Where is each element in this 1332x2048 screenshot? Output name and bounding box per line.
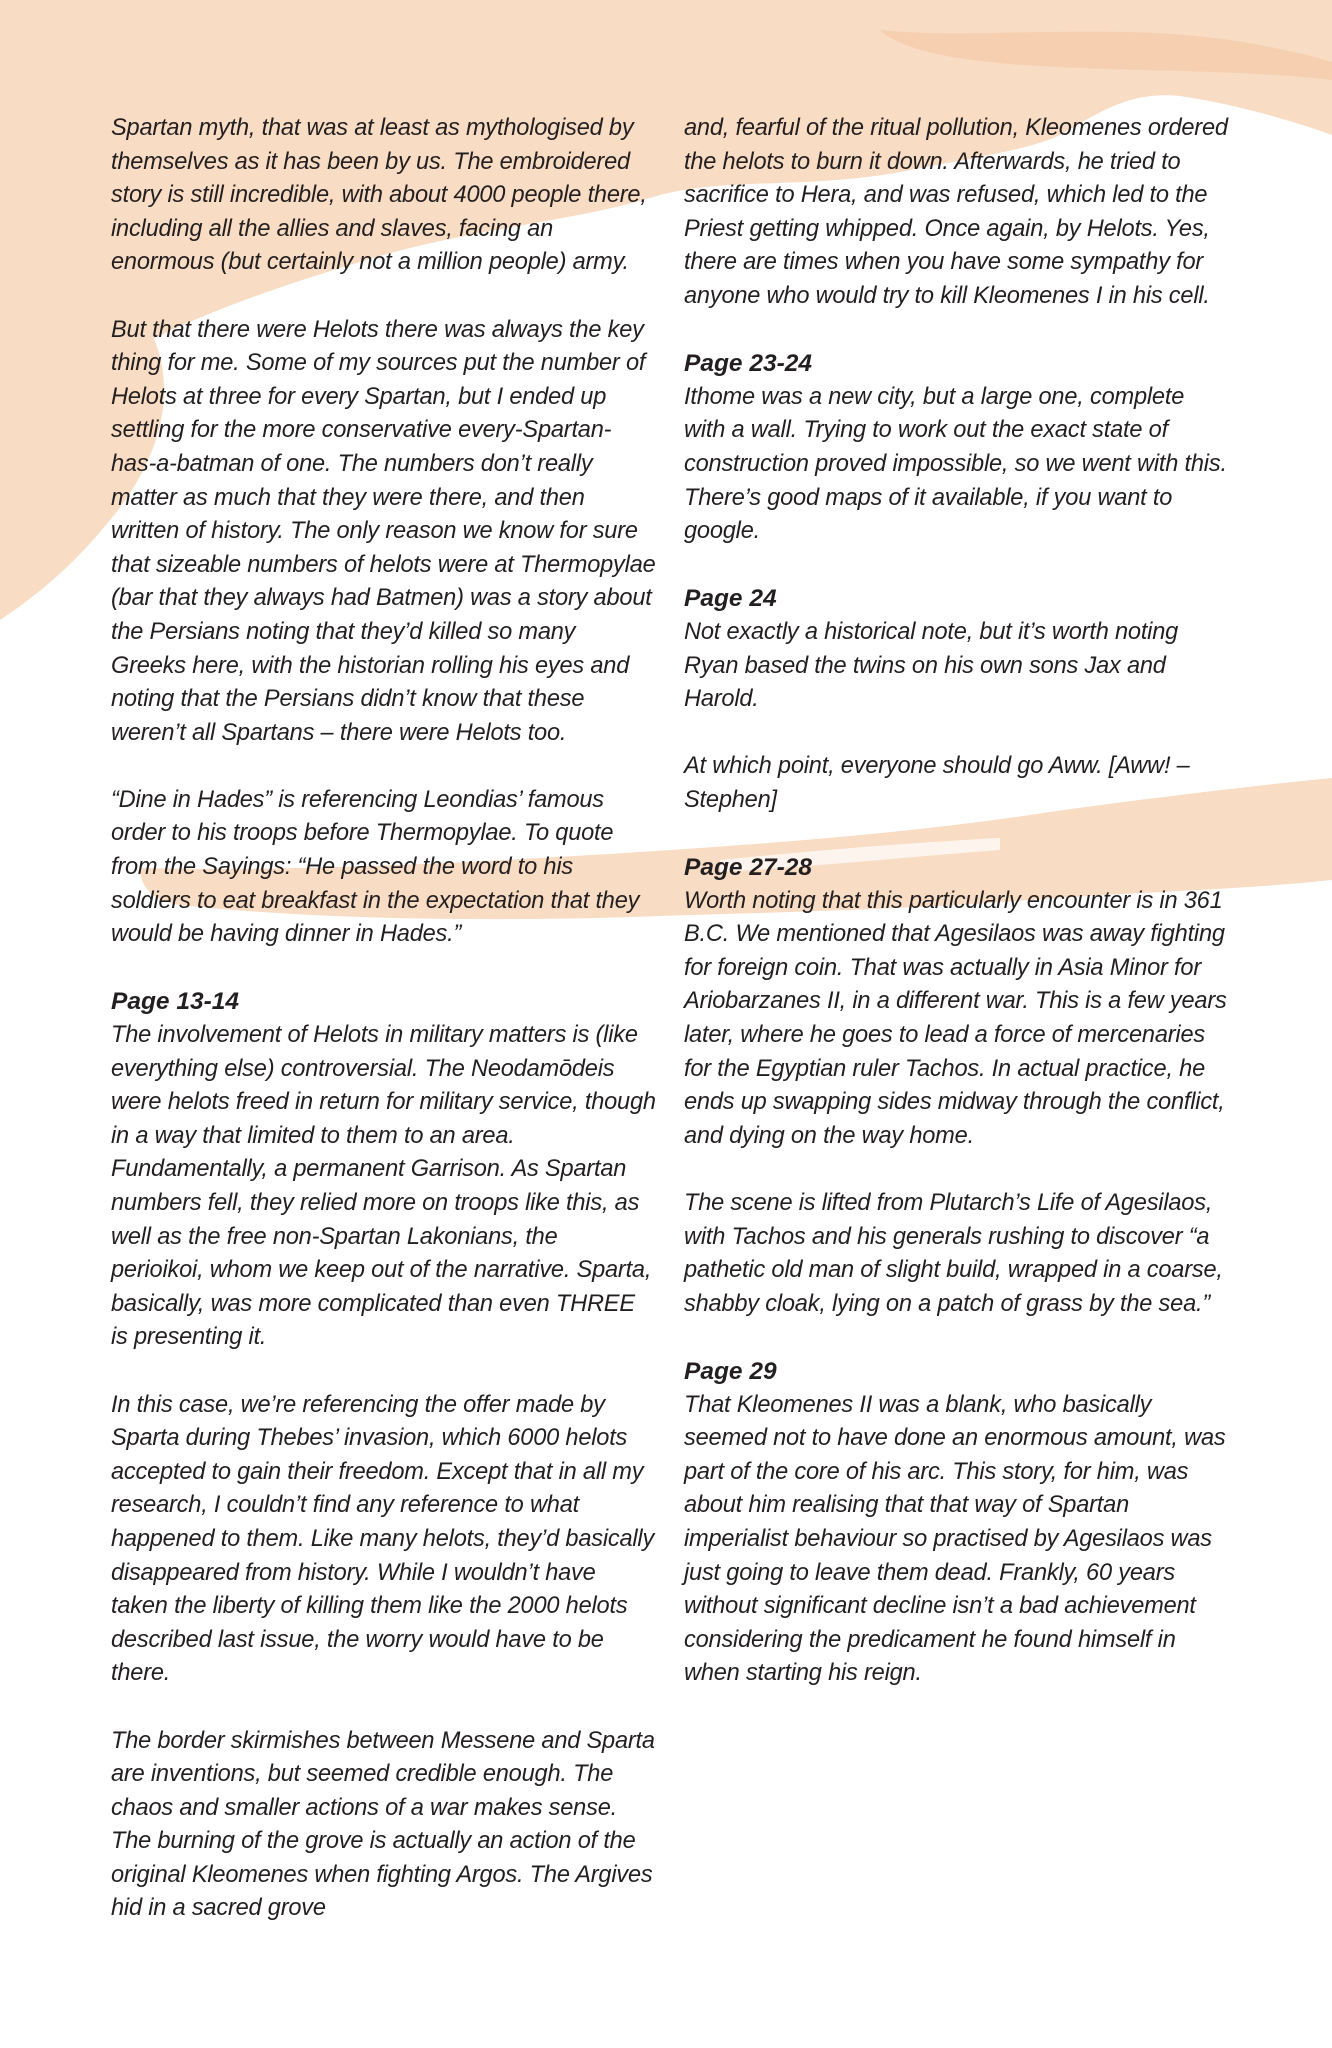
thebes-invasion-paragraph: In this case, we’re referencing the offer made by Sparta during Thebes’ invasion, which 6000 helots accepted to gain their freedom. Except that in all my research, I couldn’t find any reference to what happened to them. Like many helots, they’d basically disappeared from history. While I wouldn’t have taken the liberty of killing them like the 2000 helots described last issue, the worry would have to be there.	[111, 1391, 655, 1687]
section-heading-page-23-24: Page 23-24	[684, 350, 813, 378]
section-heading-page-13-14: Page 13-14	[111, 988, 240, 1016]
section-heading-page-29: Page 29	[684, 1357, 777, 1385]
dine-in-hades-paragraph: “Dine in Hades” is referencing Leondias’ famous order to his troops before Thermopylae. To quote from the Sayings: “He passed the word to his soldiers to eat breakfast in the expectation that they would be having dinner in Hades.”	[111, 786, 640, 948]
section-heading-page-24: Page 24	[684, 585, 777, 613]
agesilaos-paragraph: Worth noting that this particularly encounter is in 361 B.C. We mentioned that Agesilaos was away fighting for foreign coin. That was actually in Asia Minor for Ariobarzanes II, in a different war. This is a few years later, where he goes to lead a force of mercenaries for the Egyptian ruler Tachos. In actual practice, he ends up swapping sides midway through the conflict, and dying on the way home.	[684, 887, 1227, 1149]
left-column	[111, 112, 656, 1926]
ithome-paragraph: Ithome was a new city, but a large one, complete with a wall. Trying to work out the exact state of construction proved impossible, so we went with this. There’s good maps of it available, if you want to google.	[684, 383, 1227, 545]
kleomenes-ii-paragraph: That Kleomenes II was a blank, who basically seemed not to have done an enormous amount, was part of the core of his arc. This story, for him, was about him realising that that way of Spartan imperialist behaviour so practised by Agesilaos was just going to leave them dead. Frankly, 60 years without significant decline isn’t a bad achievement considering the predicament he found himself in when starting his reign.	[684, 1391, 1226, 1687]
section-heading-page-27-28: Page 27-28	[684, 854, 813, 882]
twins-paragraph: Not exactly a historical note, but it’s worth noting Ryan based the twins on his own sons Jax and Harold.	[684, 618, 1179, 713]
intro-paragraph: Spartan myth, that was at least as mythologised by themselves as it has been by us. The embroidered story is still incredible, with about 4000 people there, including all the allies and slaves, facing an enormous (but certainly not a million people) army.	[111, 115, 647, 276]
right-column	[684, 112, 1229, 1691]
border-skirmishes-paragraph: The border skirmishes between Messene and Sparta are inventions, but seemed credible enough. The chaos and smaller actions of a war makes sense. The burning of the grove is actually an action of the original Kleomenes when fighting Argos. The Argives hid in a sacred grove	[111, 1727, 655, 1922]
plutarch-paragraph: The scene is lifted from Plutarch’s Life of Agesilaos, with Tachos and his generals rushing to discover “a pathetic old man of slight build, wrapped in a coarse, shabby cloak, lying on a patch of grass by the sea.”	[684, 1190, 1223, 1317]
helots-paragraph: But that there were Helots there was always the key thing for me. Some of my sources put the number of Helots at three for every Spartan, but I ended up settling for the more conservative every-Spartan-has-a-batman of one. The numbers don’t really matter as much that they were there, and then written of history. The only reason we know for sure that sizeable numbers of helots were at Thermopylae (bar that they always had Batmen) was a story about the Persians noting that they’d killed so many Greeks here, with the historian rolling his eyes and noting that the Persians didn’t know that these weren’t all Spartans – there were Helots too.	[111, 316, 656, 746]
neodamodeis-paragraph: The involvement of Helots in military matters is (like everything else) controversial. The Neodamōdeis were helots freed in return for military service, though in a way that limited to them to an area. Fundamentally, a permanent Garrison. As Spartan numbers fell, they relied more on troops like this, as well as the free non-Spartan Lakonians, the perioikoi, whom we keep out of the narrative. Sparta, basically, was more complicated than even THREE is presenting it.	[111, 1022, 656, 1351]
aww-paragraph: At which point, everyone should go Aww. [Aww! – Stephen]	[684, 753, 1190, 813]
continued-paragraph: and, fearful of the ritual pollution, Kleomenes ordered the helots to burn it down. Afterwards, he tried to sacrifice to Hera, and was refused, which led to the Priest getting whipped. Once again, by Helots. Yes, there are times when you have some sympathy for anyone who would try to kill Kleomenes I in his cell.	[684, 115, 1228, 309]
